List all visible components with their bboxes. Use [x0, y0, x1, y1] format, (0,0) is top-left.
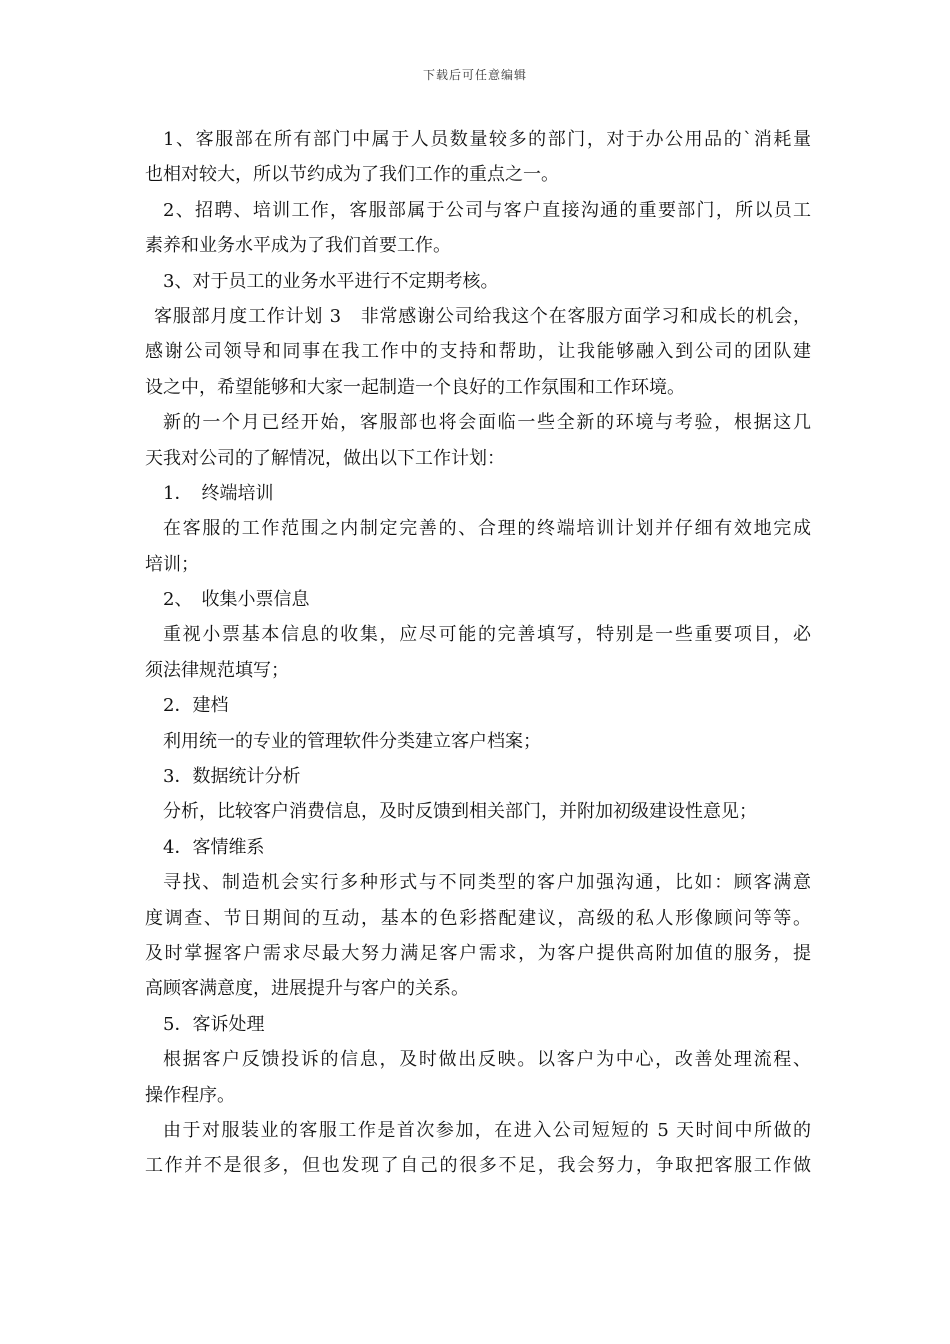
text-line: 2．建档: [163, 695, 229, 717]
text-line: 重视小票基本信息的收集，应尽可能的完善填写，特别是一些重要项目，必: [163, 624, 811, 646]
page-header: 下载后可任意编辑: [422, 68, 527, 82]
text-line: 2、 收集小票信息: [163, 589, 310, 611]
text-line: 分析，比较客户消费信息，及时反馈到相关部门，并附加初级建设性意见；: [163, 801, 757, 823]
text-line: 2、招聘、培训工作，客服部属于公司与客户直接沟通的重要部门，所以员工: [163, 199, 811, 221]
text-line: 5．客诉处理: [163, 1013, 265, 1035]
text-line: 度调查、节日期间的互动，基本的色彩搭配建议，高级的私人形像顾问等等。: [145, 907, 811, 929]
text-line: 培训；: [145, 553, 199, 575]
text-line: 感谢公司领导和同事在我工作中的支持和帮助，让我能够融入到公司的团队建: [145, 341, 811, 363]
text-line: 操作程序。: [145, 1084, 235, 1106]
text-line: 高顾客满意度，进展提升与客户的关系。: [145, 978, 469, 1000]
text-line: 素养和业务水平成为了我们首要工作。: [145, 235, 451, 257]
text-line: 客服部月度工作计划 3 非常感谢公司给我这个在客服方面学习和成长的机会，: [154, 305, 811, 327]
text-line: 3．数据统计分析: [163, 766, 301, 788]
text-line: 3、对于员工的业务水平进行不定期考核。: [163, 270, 499, 292]
text-line: 4．客情维系: [163, 836, 265, 858]
text-line: 利用统一的专业的管理软件分类建立客户档案；: [163, 730, 541, 752]
text-line: 根据客户反馈投诉的信息，及时做出反映。以客户为中心，改善处理流程、: [163, 1049, 811, 1071]
text-line: 由于对服装业的客服工作是首次参加，在进入公司短短的 5 天时间中所做的: [163, 1119, 811, 1141]
text-line: 新的一个月已经开始，客服部也将会面临一些全新的环境与考验，根据这几: [163, 412, 811, 434]
text-line: 设之中，希望能够和大家一起制造一个良好的工作氛围和工作环境。: [145, 376, 685, 398]
text-line: 在客服的工作范围之内制定完善的、合理的终端培训计划并仔细有效地完成: [163, 518, 811, 540]
text-line: 工作并不是很多，但也发现了自己的很多不足，我会努力，争取把客服工作做: [145, 1155, 811, 1177]
text-line: 及时掌握客户需求尽最大努力满足客户需求，为客户提供高附加值的服务，提: [145, 942, 811, 964]
text-line: 1、客服部在所有部门中属于人员数量较多的部门，对于办公用品的`消耗量: [163, 129, 811, 150]
text-line: 须法律规范填写；: [145, 659, 289, 681]
text-line: 1． 终端培训: [163, 482, 274, 504]
document-body: [145, 122, 811, 1184]
text-line: 天我对公司的了解情况，做出以下工作计划：: [145, 447, 505, 469]
text-line: 也相对较大，所以节约成为了我们工作的重点之一。: [145, 164, 559, 186]
text-line: 寻找、制造机会实行多种形式与不同类型的客户加强沟通，比如：顾客满意: [163, 872, 811, 894]
